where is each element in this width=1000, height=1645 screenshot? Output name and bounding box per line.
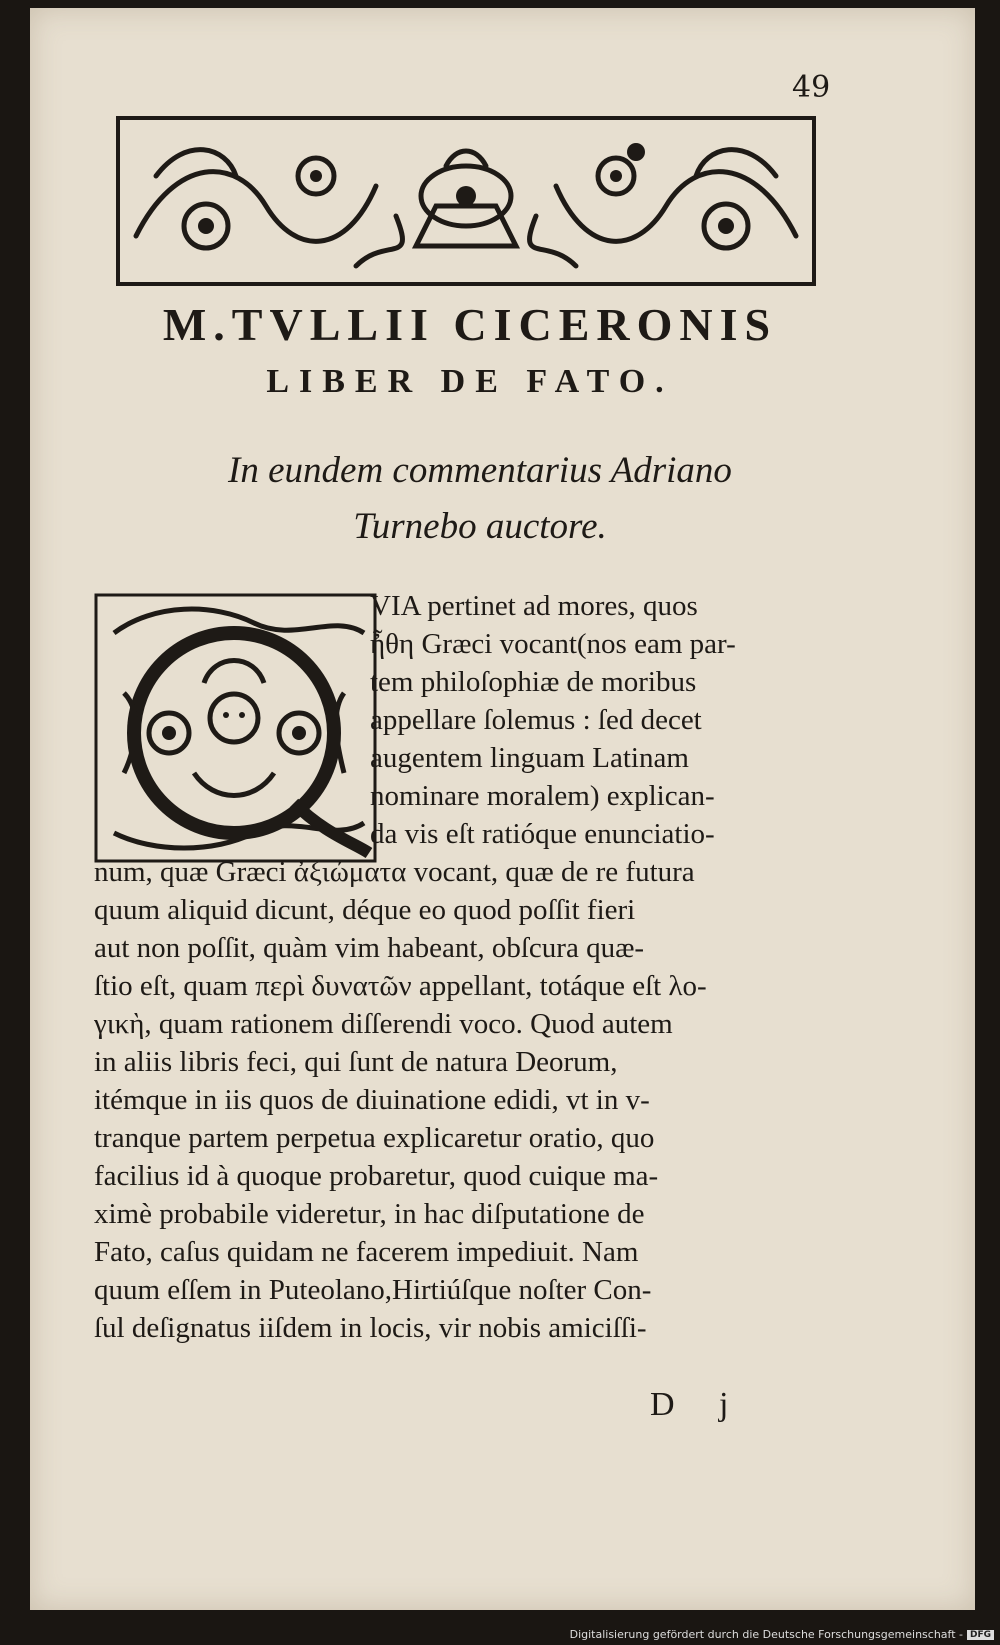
text-line: da vis eſt ratióque enunciatio- (370, 818, 715, 850)
page-subtitle: LIBER DE FATO. (266, 363, 674, 400)
text-line: quum eſſem in Puteolano,Hirtiúſque noſter Con- (94, 1274, 652, 1306)
decorated-initial-q-icon (94, 593, 377, 863)
text-line: itémque in iis quos de diuinatione edidi, vt in v- (94, 1084, 650, 1116)
signature-mark: D j (650, 1386, 747, 1423)
ornamental-headpiece-icon (116, 116, 816, 286)
text-line: ſul deſignatus iiſdem in locis, vir nobis amiciſſi- (94, 1312, 647, 1344)
text-line: augentem linguam Latinam (370, 742, 689, 774)
page-number: 49 (792, 70, 831, 105)
text-line: in aliis libris feci, qui ſunt de natura Deorum, (94, 1046, 618, 1078)
commentary-line-2: Turnebo auctore. (353, 506, 607, 547)
text-line: num, quæ Græci ἀξιώματα vocant, quæ de re futura (94, 856, 695, 888)
text-line: facilius id à quoque probaretur, quod cuique ma- (94, 1160, 659, 1192)
text-line: VIA pertinet ad mores, quos (370, 590, 698, 622)
text-line: γικὴ, quam rationem diſſerendi voco. Quod autem (94, 1008, 673, 1040)
text-line: Fato, caſus quidam ne facerem impediuit. Nam (94, 1236, 639, 1268)
digitization-credit (570, 1628, 994, 1641)
credit-text: Digitalisierung gefördert durch die Deutsche Forschungsgemeinschaft - (569, 1628, 963, 1641)
text-line: nominare moralem) explican- (370, 780, 715, 812)
text-line: tranque partem perpetua explicaretur oratio, quo (94, 1122, 655, 1154)
commentary-heading (110, 443, 850, 555)
commentary-line-1: In eundem commentarius Adriano (228, 450, 732, 491)
book-page (30, 8, 975, 1610)
page-title: M.TVLLII CICERONIS (162, 299, 778, 350)
text-line: ximè probabile videretur, in hac diſputatione de (94, 1198, 645, 1230)
text-line: ſtio eſt, quam περὶ δυνατῶν appellant, totáque eſt λο- (94, 970, 707, 1002)
text-line: ἦθη Græci vocant(nos eam par- (370, 628, 736, 660)
text-line: aut non poſſit, quàm vim habeant, obſcura quæ- (94, 932, 645, 964)
text-line: appellare ſolemus : ſed decet (370, 704, 702, 736)
text-line: tem philoſophiæ de moribus (370, 666, 697, 698)
text-line: quum aliquid dicunt, déque eo quod poſſit fieri (94, 894, 636, 926)
dfg-logo: DFG (967, 1630, 994, 1640)
